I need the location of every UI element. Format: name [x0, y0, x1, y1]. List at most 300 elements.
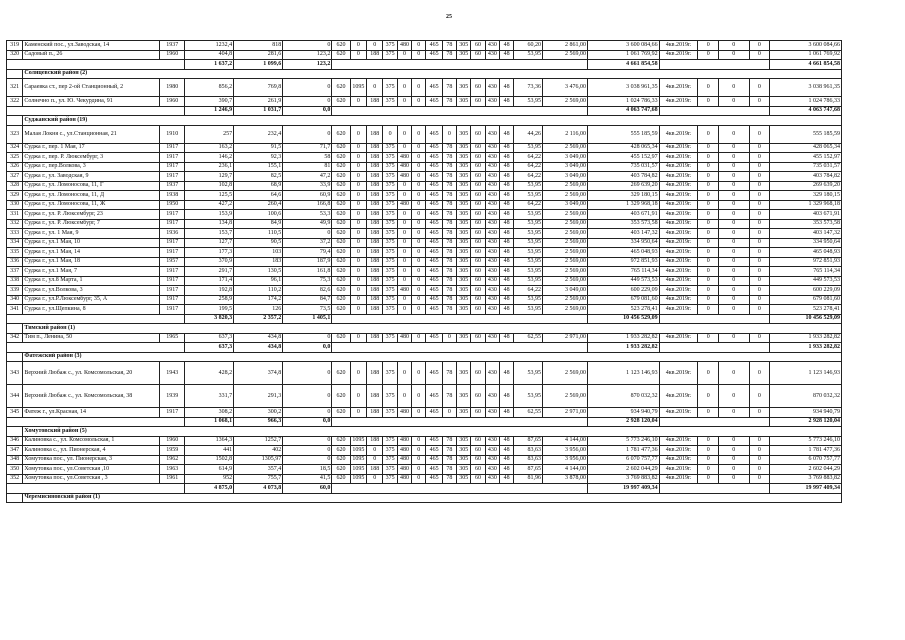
table-cell: 1917 — [160, 143, 185, 153]
table-cell: 188 — [367, 276, 383, 286]
table-cell: 0 — [698, 153, 718, 163]
table-cell — [332, 106, 588, 116]
table-cell: 53,95 — [514, 238, 543, 248]
subtotal-final: 19 997 409,34 — [770, 484, 842, 494]
table-cell: 465 — [426, 362, 442, 385]
table-cell: 3 049,00 — [542, 162, 587, 172]
table-cell — [7, 493, 23, 503]
address-cell: Суджа г., пер. Р. Люксембург, 3 — [23, 153, 160, 163]
table-cell: 620 — [332, 79, 350, 97]
table-cell: 430 — [485, 436, 499, 446]
subtotal-area: 3 820,3 — [185, 314, 234, 324]
table-cell: 870 032,32 — [770, 385, 842, 408]
table-cell: 153,7 — [185, 229, 234, 239]
table-cell: 465 — [426, 191, 442, 201]
table-cell: 1965 — [160, 333, 185, 343]
table-cell: 402 — [234, 446, 283, 456]
table-cell: 60 — [471, 465, 485, 475]
table-cell: 0 — [350, 408, 366, 418]
subtotal-area: 1 246,9 — [185, 106, 234, 116]
table-cell: 0 — [698, 474, 718, 484]
subtotal-cost: 4 063 747,68 — [587, 106, 659, 116]
table-cell: 338 — [7, 276, 23, 286]
table-cell: 0 — [718, 210, 749, 220]
table-cell: 73,5 — [283, 305, 332, 315]
address-cell: Верхний Любаж с., ул. Комсомольская, 38 — [23, 385, 160, 408]
table-cell: 33,9 — [283, 181, 332, 191]
table-cell: 0 — [442, 333, 456, 343]
table-cell: 0 — [698, 455, 718, 465]
table-cell: 60 — [471, 257, 485, 267]
table-cell: 620 — [332, 181, 350, 191]
table-row — [7, 333, 842, 343]
table-cell: 0 — [350, 50, 366, 60]
table-cell: 4кв.2019г. — [659, 333, 698, 343]
table-row — [7, 276, 842, 286]
table-cell: 0 — [412, 200, 426, 210]
section-header-row — [7, 69, 842, 79]
table-cell: 2 569,00 — [542, 229, 587, 239]
table-cell: 0 — [397, 248, 411, 258]
table-cell: 2 116,00 — [542, 125, 587, 143]
table-cell: 343 — [7, 362, 23, 385]
table-cell: 0 — [350, 219, 366, 229]
table-cell: 155,1 — [234, 162, 283, 172]
table-cell: 2 569,00 — [542, 267, 587, 277]
table-cell: 345 — [7, 408, 23, 418]
table-cell: 53,95 — [514, 97, 543, 107]
table-cell: 0 — [698, 50, 718, 60]
table-cell: 0 — [350, 191, 366, 201]
table-cell: 856,2 — [185, 79, 234, 97]
table-cell: 0 — [698, 465, 718, 475]
table-cell: 187,9 — [283, 257, 332, 267]
table-cell: 188 — [367, 408, 383, 418]
table-cell: 78 — [442, 465, 456, 475]
table-cell — [7, 427, 23, 437]
table-cell: 0 — [718, 257, 749, 267]
table-cell: 0 — [283, 41, 332, 51]
table-cell: 0 — [749, 181, 769, 191]
table-cell: 0 — [367, 41, 383, 51]
table-cell: 465 — [426, 474, 442, 484]
table-cell: 480 — [397, 436, 411, 446]
table-cell: 0 — [412, 286, 426, 296]
table-cell: 305 — [457, 295, 471, 305]
table-cell: 375 — [383, 446, 397, 456]
table-cell: 1917 — [160, 162, 185, 172]
table-cell: 48 — [500, 172, 514, 182]
table-cell: 620 — [332, 200, 350, 210]
table-cell: 523 278,41 — [587, 305, 659, 315]
table-row — [7, 125, 842, 143]
table-cell: 4кв.2019г. — [659, 229, 698, 239]
address-cell: Каменский пос., ул.Заводская, 14 — [23, 41, 160, 51]
address-cell: Суджа г., ул.1 Мая, 14 — [23, 248, 160, 258]
table-cell: 375 — [383, 455, 397, 465]
section-header-row — [7, 493, 842, 503]
table-cell: 48 — [500, 408, 514, 418]
table-cell: 465 — [426, 267, 442, 277]
table-cell: 64,22 — [514, 162, 543, 172]
table-cell: 430 — [485, 79, 499, 97]
table-cell: 403 784,82 — [587, 172, 659, 182]
table-cell: 430 — [485, 172, 499, 182]
table-cell: 125,5 — [185, 191, 234, 201]
table-cell: 523 278,41 — [770, 305, 842, 315]
table-cell: 4кв.2019г. — [659, 153, 698, 163]
table-cell: 0 — [283, 362, 332, 385]
table-cell — [7, 60, 185, 70]
table-cell: 78 — [442, 248, 456, 258]
table-cell: 84,9 — [234, 219, 283, 229]
table-cell: 53,95 — [514, 219, 543, 229]
table-cell: 0 — [383, 125, 397, 143]
subtotal-final: 1 933 282,82 — [770, 343, 842, 353]
table-cell: 60 — [471, 362, 485, 385]
table-cell: 0 — [367, 79, 383, 97]
table-cell: 0 — [397, 295, 411, 305]
table-cell: 0 — [412, 50, 426, 60]
table-row — [7, 267, 842, 277]
table-cell: 78 — [442, 474, 456, 484]
table-cell: 78 — [442, 436, 456, 446]
table-cell: 679 081,60 — [587, 295, 659, 305]
table-cell: 78 — [442, 305, 456, 315]
table-cell: 330 — [7, 200, 23, 210]
table-cell: 41,5 — [283, 474, 332, 484]
table-cell: 48 — [500, 465, 514, 475]
table-cell: 430 — [485, 455, 499, 465]
table-cell: 600 229,09 — [587, 286, 659, 296]
table-cell: 329 — [7, 191, 23, 201]
table-cell: 60 — [471, 436, 485, 446]
table-cell: 4кв.2019г. — [659, 455, 698, 465]
section-header-row — [7, 324, 842, 334]
table-cell: 620 — [332, 474, 350, 484]
table-cell — [332, 484, 588, 494]
table-cell: 465 — [426, 41, 442, 51]
table-cell: 428 065,34 — [770, 143, 842, 153]
table-cell: 620 — [332, 238, 350, 248]
table-cell: 0 — [718, 276, 749, 286]
table-cell: 765 114,34 — [770, 267, 842, 277]
table-cell: 48 — [500, 153, 514, 163]
table-cell: 0 — [718, 362, 749, 385]
table-cell: 403 784,82 — [770, 172, 842, 182]
address-cell: Суджа г., ул.Щепкина, 8 — [23, 305, 160, 315]
table-cell: 1 061 769,92 — [587, 50, 659, 60]
table-cell: 0 — [718, 385, 749, 408]
table-cell: 60 — [471, 181, 485, 191]
table-cell: 375 — [383, 219, 397, 229]
table-cell: 3 769 883,82 — [587, 474, 659, 484]
table-cell: 305 — [457, 385, 471, 408]
table-cell: 375 — [383, 97, 397, 107]
section-title: Солнцевский район (2) — [23, 69, 842, 79]
table-cell: 48 — [500, 41, 514, 51]
table-row — [7, 200, 842, 210]
table-cell: 934 940,79 — [770, 408, 842, 418]
table-row — [7, 219, 842, 229]
table-cell: 375 — [383, 50, 397, 60]
table-cell: 188 — [367, 191, 383, 201]
subtotal-living: 4 073,8 — [234, 484, 283, 494]
table-cell: 60 — [471, 276, 485, 286]
table-cell: 1 329 968,18 — [770, 200, 842, 210]
address-cell: Суджа г., ул.1 Мая, 10 — [23, 238, 160, 248]
table-cell: 0 — [698, 286, 718, 296]
table-cell: 375 — [383, 172, 397, 182]
table-row — [7, 79, 842, 97]
table-cell: 375 — [383, 153, 397, 163]
table-cell: 620 — [332, 267, 350, 277]
table-cell: 0 — [412, 162, 426, 172]
table-cell: 78 — [442, 210, 456, 220]
table-cell — [659, 314, 769, 324]
table-cell: 1910 — [160, 125, 185, 143]
table-cell: 305 — [457, 200, 471, 210]
table-cell: 0 — [718, 79, 749, 97]
table-cell: 1 933 282,82 — [587, 333, 659, 343]
table-cell: 1917 — [160, 219, 185, 229]
table-cell: 0 — [397, 229, 411, 239]
table-cell: 4кв.2019г. — [659, 143, 698, 153]
table-cell: 870 032,32 — [587, 385, 659, 408]
table-cell — [332, 60, 588, 70]
subtotal-final: 4 063 747,68 — [770, 106, 842, 116]
table-cell: 0 — [367, 446, 383, 456]
table-cell: 1917 — [160, 276, 185, 286]
table-cell: 126 — [234, 305, 283, 315]
table-cell: 620 — [332, 143, 350, 153]
table-cell: 0 — [283, 229, 332, 239]
table-cell: 769,8 — [234, 79, 283, 97]
table-cell: 370,9 — [185, 257, 234, 267]
section-title: Фатежский район (3) — [23, 352, 842, 362]
table-cell: 480 — [397, 474, 411, 484]
table-row — [7, 181, 842, 191]
table-cell: 0 — [718, 191, 749, 201]
table-cell: 305 — [457, 219, 471, 229]
table-cell: 679 081,60 — [770, 295, 842, 305]
table-cell: 48 — [500, 143, 514, 153]
table-cell: 78 — [442, 97, 456, 107]
table-cell: 48 — [500, 295, 514, 305]
table-cell: 620 — [332, 436, 350, 446]
table-cell: 334 950,64 — [587, 238, 659, 248]
table-cell: 323 — [7, 125, 23, 143]
table-cell: 620 — [332, 210, 350, 220]
table-cell: 62,55 — [514, 408, 543, 418]
table-cell: 4кв.2019г. — [659, 79, 698, 97]
table-cell: 177,3 — [185, 248, 234, 258]
table-cell: 0 — [397, 181, 411, 191]
table-cell: 352 — [7, 474, 23, 484]
table-cell: 48 — [500, 79, 514, 97]
table-cell: 430 — [485, 305, 499, 315]
table-cell: 0 — [367, 474, 383, 484]
table-cell: 2 569,00 — [542, 97, 587, 107]
table-cell: 2 861,00 — [542, 41, 587, 51]
table-cell: 305 — [457, 143, 471, 153]
table-cell: 620 — [332, 257, 350, 267]
table-cell: 4кв.2019г. — [659, 295, 698, 305]
table-cell: 465 — [426, 219, 442, 229]
table-cell: 0 — [749, 474, 769, 484]
table-cell: 430 — [485, 191, 499, 201]
table-cell: 0 — [397, 305, 411, 315]
table-cell: 87,65 — [514, 465, 543, 475]
table-cell: 449 573,53 — [770, 276, 842, 286]
table-cell: 430 — [485, 257, 499, 267]
table-cell: 324 — [7, 143, 23, 153]
table-cell: 305 — [457, 172, 471, 182]
table-cell: 0 — [749, 97, 769, 107]
table-cell: 427,2 — [185, 200, 234, 210]
table-cell: 3 600 084,66 — [587, 41, 659, 51]
table-cell: 188 — [367, 229, 383, 239]
table-cell: 0 — [698, 172, 718, 182]
table-cell: 0 — [698, 181, 718, 191]
table-row — [7, 41, 842, 51]
table-cell: 2 569,00 — [542, 143, 587, 153]
address-cell: Суджа г., ул.Волкова, 3 — [23, 286, 160, 296]
table-cell: 465 — [426, 143, 442, 153]
section-title: Суджанский район (19) — [23, 116, 842, 126]
address-cell: Солнечно п., ул. Ю. Чекурдина, 91 — [23, 97, 160, 107]
table-cell: 60 — [471, 333, 485, 343]
table-cell: 305 — [457, 238, 471, 248]
table-cell: 1917 — [160, 172, 185, 182]
table-cell — [7, 324, 23, 334]
table-cell: 0 — [412, 248, 426, 258]
table-row — [7, 153, 842, 163]
table-cell: 0 — [749, 408, 769, 418]
table-cell: 0 — [749, 153, 769, 163]
table-cell: 53,95 — [514, 191, 543, 201]
table-cell: 2 569,00 — [542, 210, 587, 220]
subtotal-nonliving: 0,0 — [283, 343, 332, 353]
table-cell: 1943 — [160, 362, 185, 385]
table-cell: 78 — [442, 238, 456, 248]
table-row — [7, 229, 842, 239]
table-cell: 188 — [367, 436, 383, 446]
table-cell: 60 — [471, 50, 485, 60]
subtotal-row — [7, 343, 842, 353]
subtotal-living: 1 099,6 — [234, 60, 283, 70]
table-cell: 1305,97 — [234, 455, 283, 465]
table-cell: 188 — [367, 162, 383, 172]
table-cell: 322 — [7, 97, 23, 107]
table-cell: 0 — [283, 436, 332, 446]
table-cell: 375 — [383, 210, 397, 220]
table-cell: 305 — [457, 333, 471, 343]
table-cell: 0 — [698, 333, 718, 343]
table-cell: 375 — [383, 286, 397, 296]
table-cell: 78 — [442, 172, 456, 182]
table-cell: 326 — [7, 162, 23, 172]
table-cell: 480 — [397, 172, 411, 182]
table-cell: 53,95 — [514, 385, 543, 408]
subtotal-row — [7, 314, 842, 324]
address-cell: Тим п., Ленина, 50 — [23, 333, 160, 343]
table-cell: 60 — [471, 408, 485, 418]
table-cell: 1 061 769,92 — [770, 50, 842, 60]
table-cell: 375 — [383, 474, 397, 484]
table-cell: 5 773 246,10 — [770, 436, 842, 446]
table-cell: 430 — [485, 50, 499, 60]
table-cell: 4кв.2019г. — [659, 248, 698, 258]
table-cell: 0 — [698, 362, 718, 385]
table-cell: 0 — [718, 162, 749, 172]
table-cell: 0 — [749, 229, 769, 239]
subtotal-cost: 10 456 529,09 — [587, 314, 659, 324]
table-cell: 49,9 — [283, 219, 332, 229]
table-cell: 0 — [412, 408, 426, 418]
table-cell: 48 — [500, 276, 514, 286]
table-cell: 305 — [457, 455, 471, 465]
table-cell: 2 971,00 — [542, 408, 587, 418]
table-cell: 430 — [485, 238, 499, 248]
table-cell: 0 — [412, 446, 426, 456]
table-cell: 0 — [718, 143, 749, 153]
table-cell: 3 769 883,82 — [770, 474, 842, 484]
table-cell: 3 600 084,66 — [770, 41, 842, 51]
table-cell: 375 — [383, 333, 397, 343]
table-cell: 174,2 — [234, 295, 283, 305]
table-cell: 60 — [471, 455, 485, 465]
table-cell: 0 — [412, 229, 426, 239]
table-cell: 60 — [471, 125, 485, 143]
table-cell: 305 — [457, 465, 471, 475]
table-cell: 0 — [718, 455, 749, 465]
table-cell: 331 — [7, 210, 23, 220]
table-cell: 78 — [442, 143, 456, 153]
table-cell: 620 — [332, 219, 350, 229]
table-cell: 0 — [350, 276, 366, 286]
table-cell: 430 — [485, 97, 499, 107]
table-cell: 430 — [485, 200, 499, 210]
table-cell: 6 070 757,77 — [770, 455, 842, 465]
table-row — [7, 191, 842, 201]
table-row — [7, 143, 842, 153]
table-cell: 48 — [500, 210, 514, 220]
table-cell: 96,1 — [234, 276, 283, 286]
table-cell: 48 — [500, 436, 514, 446]
table-cell: 600 229,09 — [770, 286, 842, 296]
table-cell: 0 — [749, 50, 769, 60]
table-cell: 37,2 — [283, 238, 332, 248]
table-cell: 127,7 — [185, 238, 234, 248]
table-cell: 2 569,00 — [542, 385, 587, 408]
table-cell: 90,5 — [234, 238, 283, 248]
table-cell: 0 — [718, 200, 749, 210]
table-cell: 64,22 — [514, 286, 543, 296]
table-cell: 465 — [426, 276, 442, 286]
table-cell: 0 — [718, 229, 749, 239]
table-cell: 269 639,20 — [770, 181, 842, 191]
address-cell: Суджа г., пер. 1 Мая, 17 — [23, 143, 160, 153]
table-cell: 188 — [367, 143, 383, 153]
table-cell: 188 — [367, 50, 383, 60]
table-cell: 0 — [749, 219, 769, 229]
table-row — [7, 295, 842, 305]
table-cell: 64,6 — [234, 191, 283, 201]
table-cell: 972 851,93 — [587, 257, 659, 267]
address-cell: Суджа г., ул.8 Марта, 1 — [23, 276, 160, 286]
table-cell: 0 — [698, 97, 718, 107]
